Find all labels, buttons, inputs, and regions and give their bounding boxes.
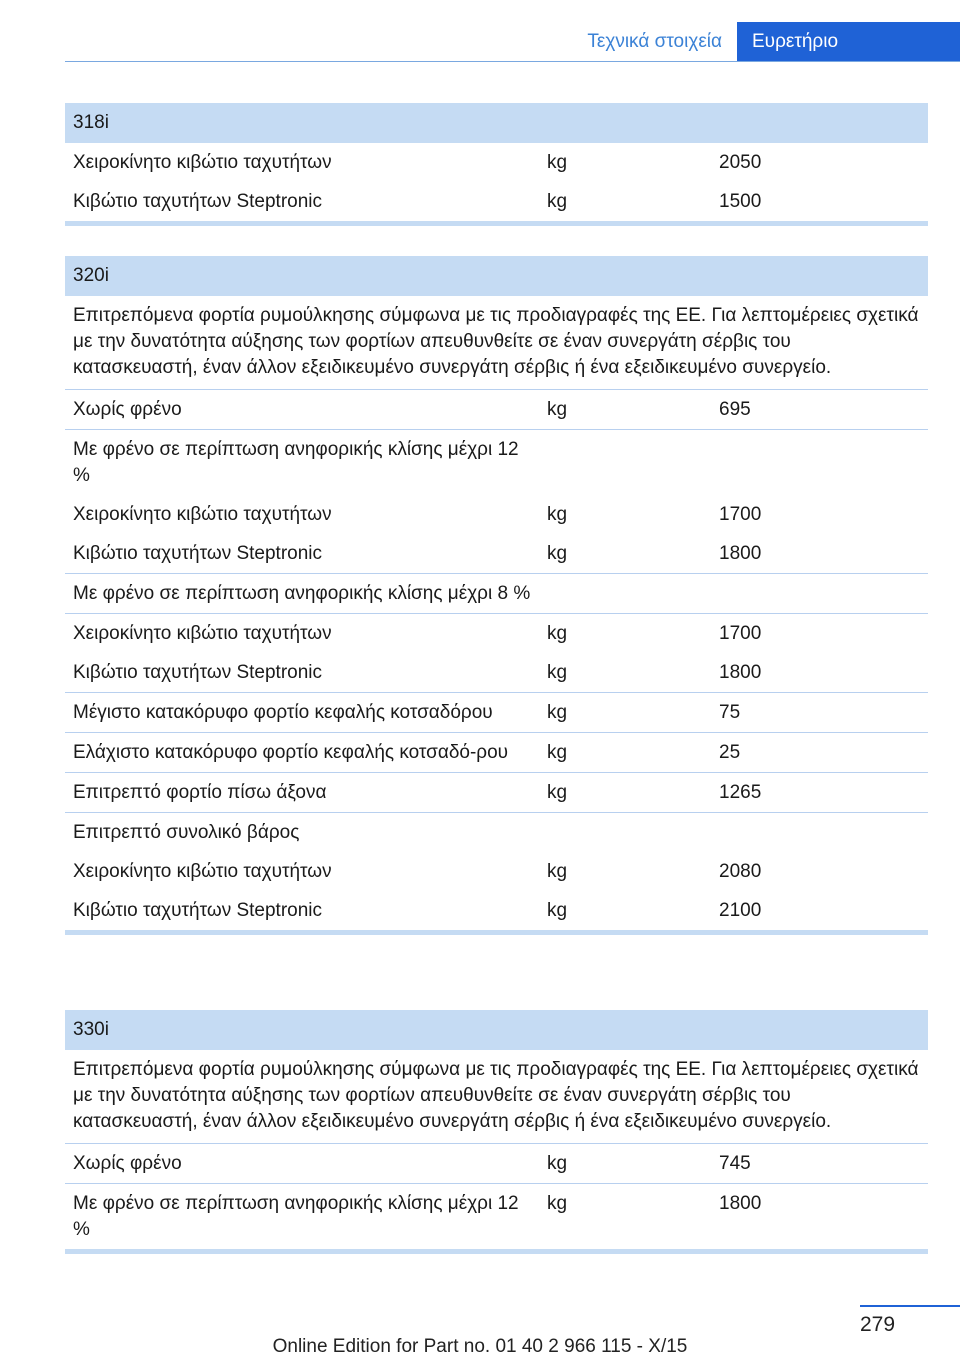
table-row [65, 614, 928, 653]
row-value: 2100 [719, 900, 762, 921]
row-label: Κιβώτιο ταχυτήτων Steptronic [73, 900, 323, 921]
row-value: 25 [719, 742, 741, 763]
table-end-rule [65, 1249, 928, 1254]
row-label: Κιβώτιο ταχυτήτων Steptronic [73, 191, 323, 212]
table-row [65, 1144, 928, 1184]
tab-technical-data[interactable]: Τεχνικά στοιχεία [587, 31, 722, 52]
table-header: 320i [65, 256, 928, 296]
tab-index[interactable]: Ευρετήριο [737, 22, 960, 62]
page-number: 279 [860, 1313, 896, 1336]
table-row [65, 693, 928, 733]
table-row [65, 574, 928, 614]
row-label: Με φρένο σε περίπτωση ανηφορικής κλίσης μέχρι 12 % [73, 1193, 519, 1240]
row-value: 1800 [719, 1193, 762, 1214]
row-unit [540, 820, 711, 846]
row-label: Με φρένο σε περίπτωση ανηφορικής κλίσης μέχρι 8 % [73, 583, 531, 604]
table-row [65, 1184, 928, 1249]
table-330i [65, 1010, 928, 1254]
row-label: Χωρίς φρένο [73, 1153, 182, 1174]
row-unit: kg [547, 504, 568, 525]
table-row [65, 891, 928, 930]
table-row [65, 390, 928, 430]
row-unit: kg [547, 662, 568, 683]
row-label: Χειροκίνητο κιβώτιο ταχυτήτων [73, 504, 332, 525]
row-label: Επιτρεπτό φορτίο πίσω άξονα [73, 782, 327, 803]
table-end-rule [65, 221, 928, 226]
row-unit: kg [547, 861, 568, 882]
row-label: Χωρίς φρένο [73, 399, 182, 420]
row-value: 745 [719, 1153, 751, 1174]
table-row [65, 143, 928, 182]
table-row [65, 733, 928, 773]
edition-footer: Online Edition for Part no. 01 40 2 966 115 - X/15 [272, 1336, 688, 1357]
row-label: Κιβώτιο ταχυτήτων Steptronic [73, 543, 323, 564]
row-unit: kg [547, 543, 568, 564]
row-label: Χειροκίνητο κιβώτιο ταχυτήτων [73, 152, 332, 173]
header-divider [65, 61, 960, 62]
table-row [65, 430, 928, 495]
table-row [65, 182, 928, 221]
row-unit [540, 437, 711, 489]
table-row [65, 495, 928, 534]
row-unit [540, 581, 711, 607]
row-value [711, 581, 928, 607]
row-unit: kg [547, 702, 568, 723]
table-row [65, 653, 928, 693]
table-row [65, 773, 928, 813]
page-number-rule [860, 1305, 960, 1307]
table-note: Επιτρεπόμενα φορτία ρυμούλκησης σύμφωνα με τις προδιαγραφές της ΕΕ. Για λεπτομέρειες σχετικά με την δυνατότητα αύξησης των φορτίων απευθυνθείτε σε έναν συνεργάτη σέρβις του κατασκευαστή, έναν άλλον εξειδικευμένο συνεργάτη σέρβις ή ένα εξειδικευμένο συνεργείο. [65, 296, 928, 390]
table-end-rule [65, 930, 928, 935]
row-value: 2080 [719, 861, 762, 882]
row-unit: kg [547, 191, 568, 212]
row-label: Κιβώτιο ταχυτήτων Steptronic [73, 662, 323, 683]
table-header: 318i [65, 103, 928, 143]
table-note: Επιτρεπόμενα φορτία ρυμούλκησης σύμφωνα με τις προδιαγραφές της ΕΕ. Για λεπτομέρειες σχετικά με την δυνατότητα αύξησης των φορτίων απευθυνθείτε σε έναν συνεργάτη σέρβις του κατασκευαστή, έναν άλλον εξειδικευμένο συνεργάτη σέρβις ή ένα εξειδικευμένο συνεργείο. [65, 1050, 928, 1144]
row-value: 1500 [719, 191, 762, 212]
row-unit: kg [547, 399, 568, 420]
row-value: 1800 [719, 543, 762, 564]
row-label: Χειροκίνητο κιβώτιο ταχυτήτων [73, 623, 332, 644]
row-value [711, 437, 928, 489]
table-row [65, 534, 928, 574]
row-label: Μέγιστο κατακόρυφο φορτίο κεφαλής κοτσαδόρου [73, 702, 493, 723]
row-value: 75 [719, 702, 741, 723]
row-unit: kg [547, 1193, 568, 1214]
row-label: Ελάχιστο κατακόρυφο φορτίο κεφαλής κοτσαδό‐ρου [73, 742, 509, 763]
table-320i [65, 256, 928, 935]
row-value: 1800 [719, 662, 762, 683]
row-value: 695 [719, 399, 751, 420]
row-value: 2050 [719, 152, 762, 173]
row-value: 1700 [719, 623, 762, 644]
row-value: 1700 [719, 504, 762, 525]
header [0, 0, 960, 62]
table-row [65, 813, 928, 852]
row-unit: kg [547, 900, 568, 921]
row-label: Με φρένο σε περίπτωση ανηφορικής κλίσης μέχρι 12 % [73, 439, 519, 486]
table-header: 330i [65, 1010, 928, 1050]
row-label: Χειροκίνητο κιβώτιο ταχυτήτων [73, 861, 332, 882]
row-value [711, 820, 928, 846]
row-unit: kg [547, 623, 568, 644]
row-unit: kg [547, 1153, 568, 1174]
row-value: 1265 [719, 782, 762, 803]
row-unit: kg [547, 782, 568, 803]
row-unit: kg [547, 742, 568, 763]
table-row [65, 852, 928, 891]
row-unit: kg [547, 152, 568, 173]
row-label: Επιτρεπτό συνολικό βάρος [73, 822, 300, 843]
table-318i [65, 103, 928, 226]
